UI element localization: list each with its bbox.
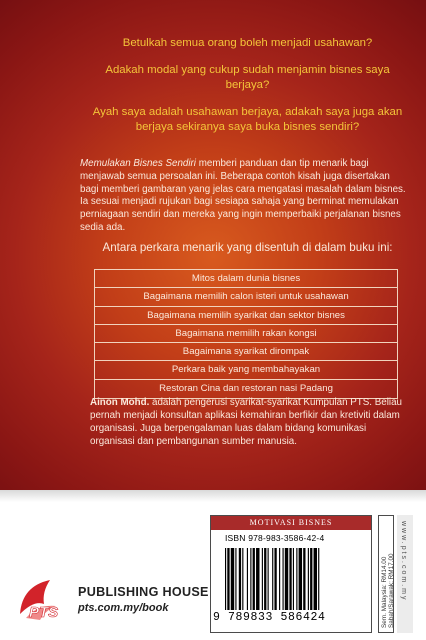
- topics-table: [94, 269, 398, 399]
- author-bio: [90, 396, 410, 448]
- price-sabah-sarawak: Sabah/Sarawak: RM17.00: [388, 553, 395, 628]
- isbn-number: ISBN 978-983-3586-42-4: [225, 533, 325, 543]
- barcode-bar: [289, 548, 291, 610]
- barcode-bar: [318, 548, 319, 610]
- barcode-bar: [272, 548, 273, 610]
- barcode-bar: [253, 548, 255, 610]
- barcode-bar: [262, 548, 263, 610]
- barcode-bar: [283, 548, 284, 610]
- website-strip-text: www.pts.com.my: [400, 521, 407, 602]
- topic-item: Mitos dalam dunia bisnes: [95, 270, 397, 288]
- barcode-bar: [310, 548, 312, 610]
- logo-text: PTS: [29, 604, 59, 621]
- barcode-bar: [293, 548, 294, 610]
- description-paragraph-2: Ia sesuai menjadi rujukan bagi sesiapa sahaja yang berminat memulakan perniagaan sendiri dan mereka yang ingin memperbaiki perjalanan bisnes sedia ada.: [80, 196, 401, 233]
- barcode-bar: [256, 548, 259, 610]
- question-3: Ayah saya adalah usahawan berjaya, adakah saya juga akan berjaya sekiranya saya buka bisnes sendiri?: [92, 106, 403, 133]
- topic-item: Bagaimana memilih syarikat dan sektor bisnes: [95, 307, 397, 325]
- barcode-bar: [247, 548, 248, 610]
- book-description: [80, 158, 410, 235]
- barcode-bar: [285, 548, 288, 610]
- website-strip: [397, 515, 413, 633]
- publisher-name: PUBLISHING HOUSE: [78, 585, 209, 599]
- barcode-bar: [299, 548, 302, 610]
- pts-logo-icon: [16, 574, 72, 626]
- barcode-bar: [308, 548, 309, 610]
- topic-item: Perkara baik yang membahayakan: [95, 361, 397, 379]
- barcode-bar: [279, 548, 280, 610]
- price-box: [378, 515, 394, 633]
- description-text-1: memberi panduan dan tip menarik bagi menjawab semua persoalan ini. Beberapa contoh kisah juga disertakan bagi memberi gambaran yang jelas cara mengatasi masalah dalam bisnes.: [80, 158, 406, 195]
- publisher-website: pts.com.my/book: [78, 602, 169, 614]
- topic-item: Bagaimana memilih calon isteri untuk usahawan: [95, 288, 397, 306]
- barcode-bar: [239, 548, 241, 610]
- panel-shade: [0, 490, 426, 502]
- topics-heading: Antara perkara menarik yang disentuh di dalam buku ini:: [102, 241, 393, 254]
- topic-item: Bagaimana syarikat dirompak: [95, 343, 397, 361]
- barcode-bar: [296, 548, 297, 610]
- barcode-bar: [314, 548, 317, 610]
- description-paragraph-1: [80, 158, 410, 196]
- book-title: Memulakan Bisnes Sendiri: [80, 158, 196, 169]
- barcode-bar: [268, 548, 269, 610]
- barcode-bar: [264, 548, 266, 610]
- genre-label: MOTIVASI BISNES: [211, 516, 371, 530]
- barcode-bar: [242, 548, 243, 610]
- question-1: Betulkah semua orang boleh menjadi usahawan?: [122, 37, 373, 49]
- barcode-bar: [227, 548, 229, 610]
- topic-item: Bagaimana memilih rakan kongsi: [95, 325, 397, 343]
- price-text: [381, 520, 395, 628]
- author-name: Ainon Mohd.: [90, 397, 150, 408]
- question-list: [90, 36, 405, 147]
- barcode-box: [210, 515, 372, 633]
- topic-item: Restoran Cina dan restoran nasi Padang: [159, 382, 333, 394]
- barcode-bar: [250, 548, 251, 610]
- barcode-bar: [225, 548, 226, 610]
- barcode-bar: [274, 548, 276, 610]
- barcode-image: [223, 548, 351, 610]
- price-peninsular: Sem. Malaysia: RM14.00: [381, 556, 388, 628]
- barcode-digits: 9 789833 586424: [213, 611, 326, 624]
- barcode-bar: [303, 548, 305, 610]
- barcode-bar: [231, 548, 234, 610]
- author-bio-text: adalah pengerusi syarikat-syarikat Kumpulan PTS. Beliau pernah menjadi konsultan aplikasi kemahiran berfikir dan kretiviti dalam organisasi. Juga berpengalaman luas dalam bidang komunikasi organisasi dan pembangunan sumber manusia.: [90, 397, 402, 447]
- question-2: Adakah modal yang cukup sudah menjamin bisnes saya berjaya?: [105, 64, 390, 91]
- barcode-bar: [235, 548, 236, 610]
